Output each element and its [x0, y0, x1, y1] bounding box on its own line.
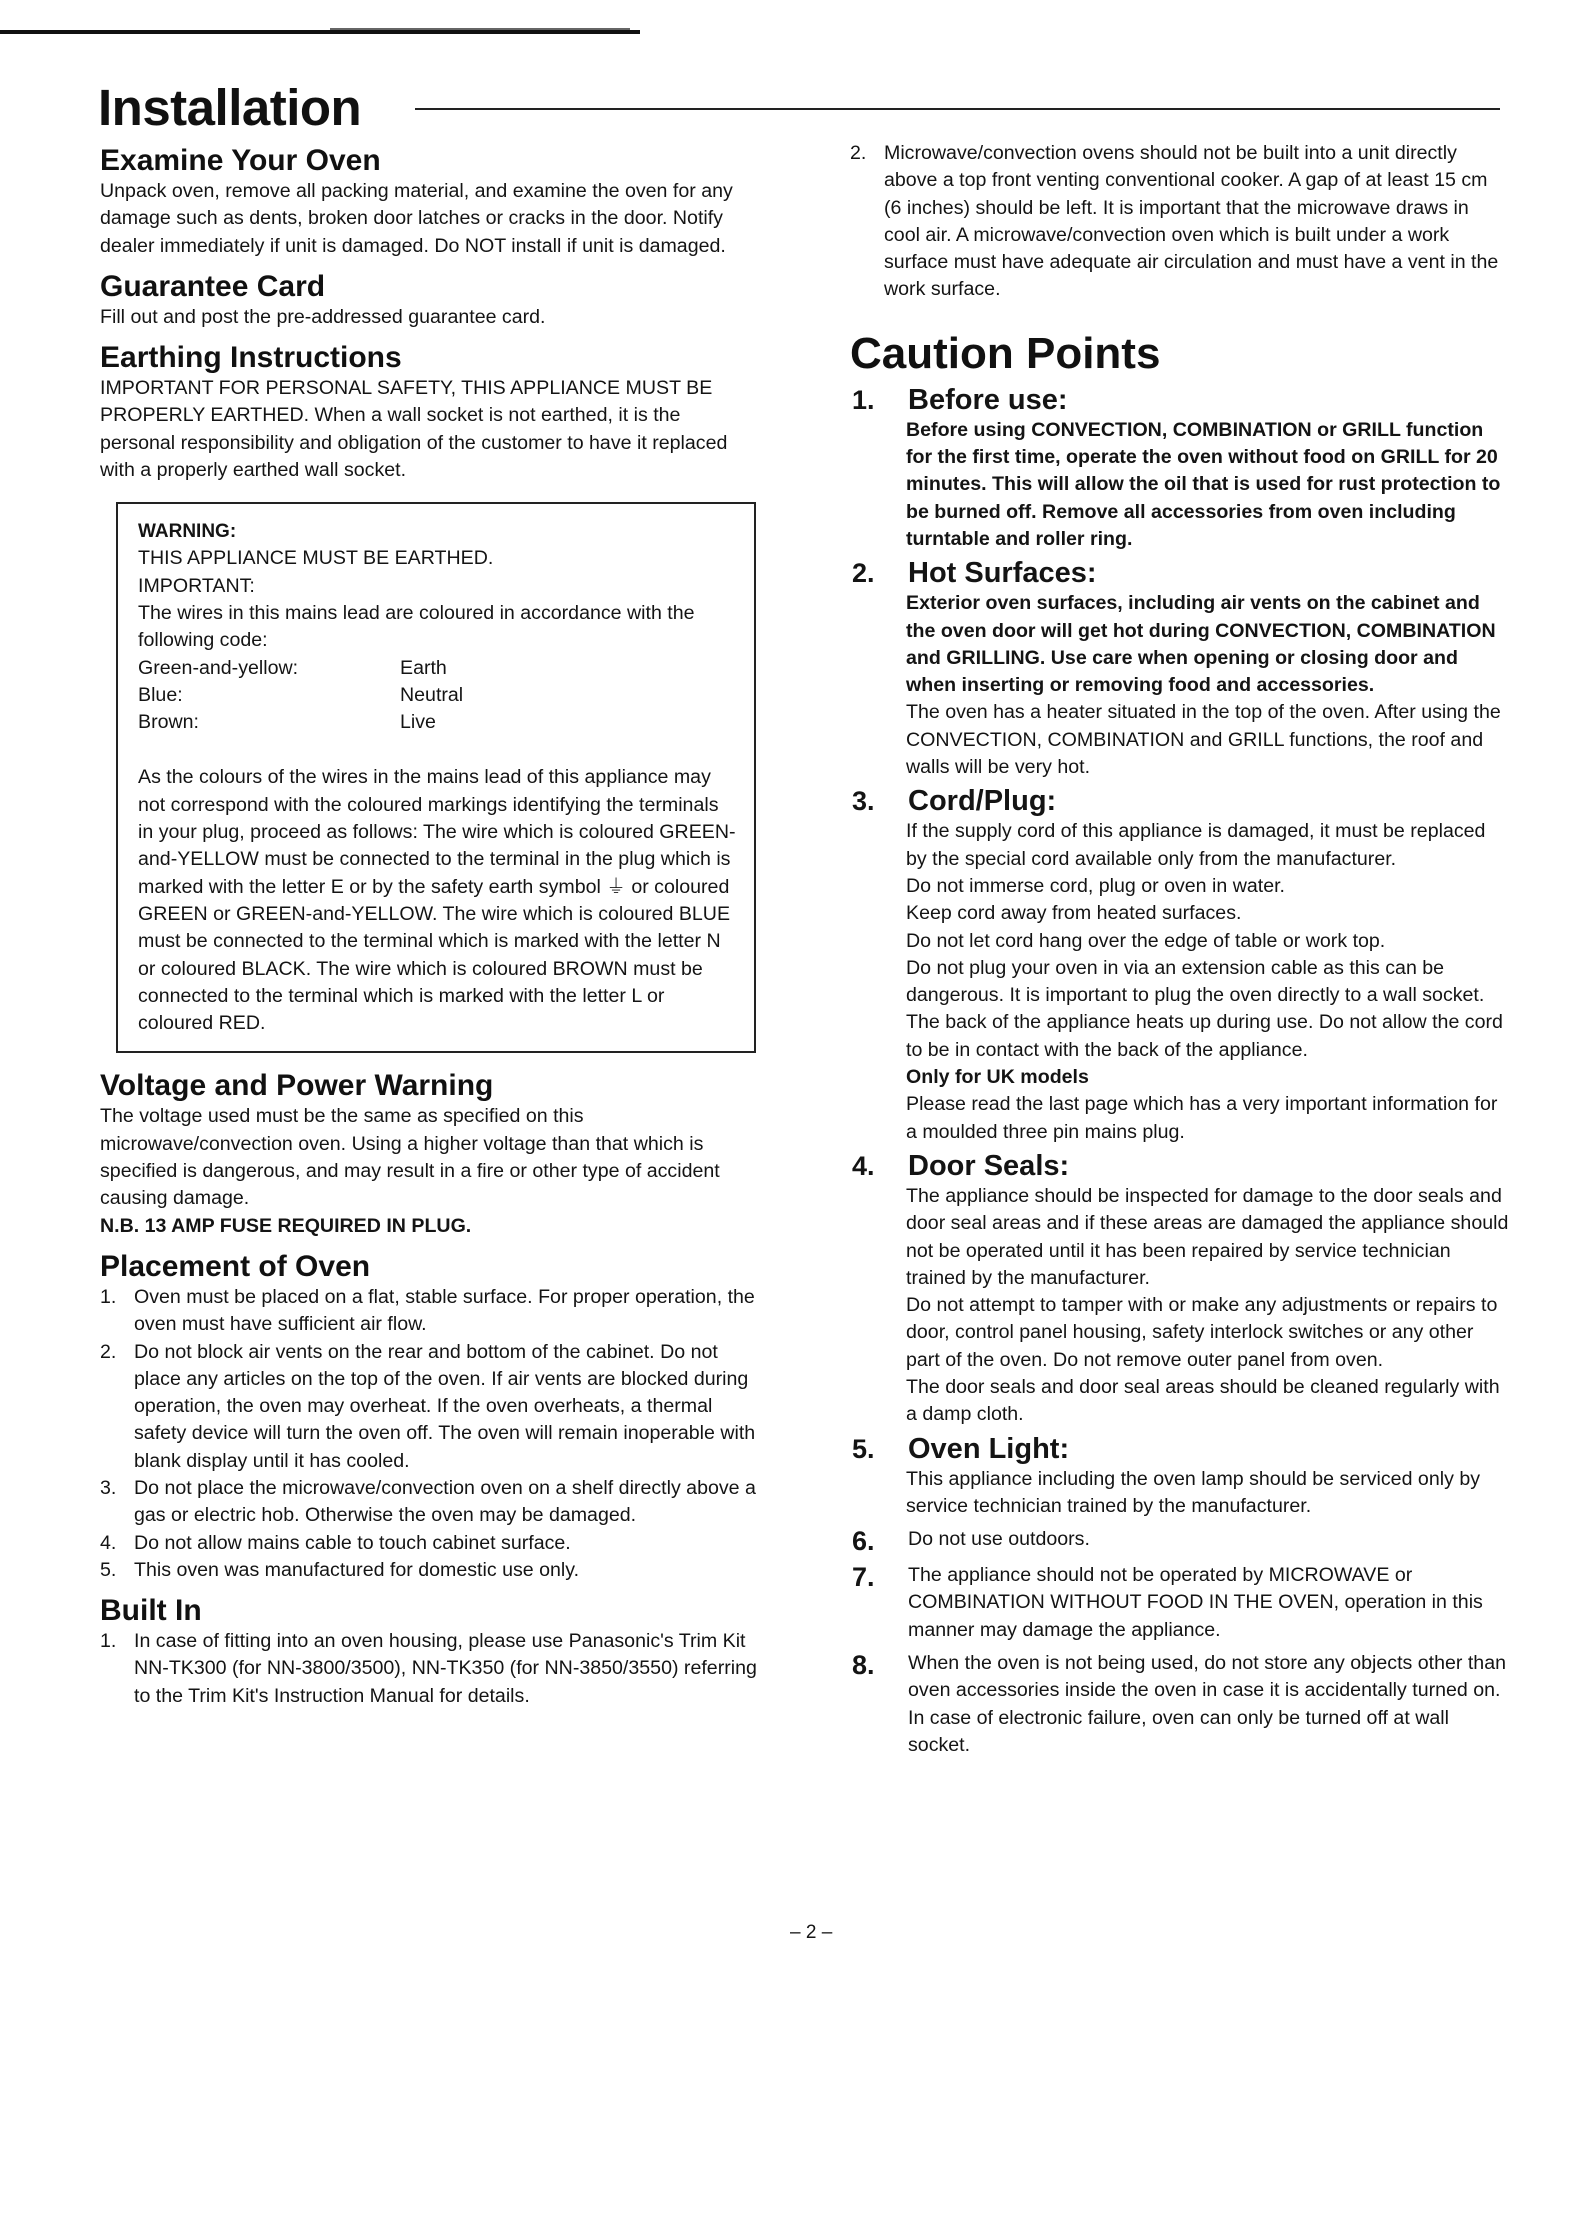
wire-code-row — [138, 709, 736, 736]
caution-heading: Before use: — [908, 383, 1068, 416]
page-title: Installation — [98, 79, 362, 136]
earthing-section — [100, 341, 760, 484]
guarantee-text: Fill out and post the pre-addressed guarantee card. — [100, 305, 546, 328]
list-item — [850, 140, 1510, 304]
item-text: Do not place the microwave/convection oven on a shelf directly above a gas or electric hob. Otherwise the oven may be damaged. — [134, 1476, 756, 1527]
guarantee-section — [100, 270, 760, 331]
caution-heading: Cord/Plug: — [908, 785, 1057, 818]
item-number: 5. — [100, 1558, 117, 1581]
caution-text: The appliance should be inspected for damage to the door seals and door seal areas and if these areas are damaged the appliance should not be operated until it has been repaired by service technician trained by the manufacturer. — [906, 1184, 1509, 1289]
item-number: 4. — [100, 1531, 117, 1554]
caution-text: Keep cord away from heated surfaces. — [906, 902, 1242, 925]
wire-code-row — [138, 655, 736, 682]
caution-text: Do not let cord hang over the edge of table or work top. — [906, 929, 1386, 952]
item-text: The appliance should not be operated by MICROWAVE or COMBINATION WITHOUT FOOD IN THE OVEN, operation in this manner may damage the appliance. — [908, 1564, 1483, 1641]
voltage-title: Voltage and Power Warning — [100, 1069, 494, 1103]
right-column — [850, 140, 1510, 1759]
top-rule-secondary — [330, 28, 630, 30]
warning-line-important: IMPORTANT: — [138, 574, 255, 597]
item-number: 2. — [850, 142, 867, 164]
uk-models-label: Only for UK models — [906, 1066, 1089, 1089]
item-number: 1. — [100, 1285, 117, 1308]
guarantee-title: Guarantee Card — [100, 269, 326, 303]
caution-heading: Oven Light: — [908, 1432, 1070, 1465]
list-item — [100, 1530, 760, 1557]
caution-bold-text: Exterior oven surfaces, including air vents on the cabinet and the oven door will get hot during CONVECTION, COMBINATION and GRILLING. Use care when opening or closing door and when inserting or removing food and accessories. — [906, 592, 1496, 697]
earthing-title: Earthing Instructions — [100, 341, 402, 375]
list-item — [100, 1557, 760, 1584]
item-number: 6. — [852, 1526, 875, 1557]
caution-oven-light — [850, 1433, 1510, 1521]
wire-meaning: Live — [400, 711, 436, 734]
top-rule — [0, 30, 640, 34]
wire-color: Green-and-yellow: — [138, 656, 299, 679]
item-number: 7. — [852, 1562, 875, 1593]
caution-item — [850, 1562, 1510, 1644]
list-item — [100, 1475, 760, 1530]
placement-section — [100, 1250, 760, 1584]
item-number: 8. — [852, 1650, 875, 1681]
warning-label: WARNING: — [138, 521, 237, 543]
examine-title: Examine Your Oven — [100, 144, 381, 177]
item-number: 1. — [100, 1630, 117, 1653]
voltage-text: The voltage used must be the same as specified on this microwave/convection oven. Using a higher voltage than that which is specified is dangerous, and may result in a fire or other type of accident causing damage. — [100, 1105, 720, 1210]
caution-title: Caution Points — [850, 328, 1161, 378]
examine-section — [100, 144, 760, 260]
caution-before-use — [850, 384, 1510, 553]
item-number: 1. — [852, 384, 875, 415]
warning-line-code: The wires in this mains lead are coloured in accordance with the following code: — [138, 601, 695, 652]
title-rule — [415, 108, 1500, 110]
warning-paragraph: As the colours of the wires in the mains lead of this appliance may not correspond with the coloured markings identifying the terminals in your plug, proceed as follows: The wire which is coloured GREEN-and-YELLOW must be connected to the terminal in the plug which is marked with the letter E or by the safety earth symbol ⏚ or coloured GREEN or GREEN-and-YELLOW. The wire which is coloured BLUE must be connected to the terminal which is marked with the letter N or coloured BLACK. The wire which is coloured BROWN must be connected to the terminal which is marked with the letter L or coloured RED. — [138, 766, 736, 1035]
caution-text: If the supply cord of this appliance is damaged, it must be replaced by the special cord available only from the manufacturer. — [906, 820, 1486, 870]
item-number: 2. — [852, 558, 875, 589]
examine-text: Unpack oven, remove all packing material, and examine the oven for any damage such as dents, broken door latches or cracks in the door. Notify dealer immediately if unit is damaged. Do NOT install if unit is damaged. — [100, 180, 733, 257]
page-number: – 2 – — [790, 1922, 833, 1943]
item-text: When the oven is not being used, do not store any objects other than oven accessories inside the oven in case it is accidentally turned on. In case of electronic failure, oven can only be turned off at wall socket. — [908, 1652, 1507, 1756]
item-text: Do not use outdoors. — [908, 1528, 1090, 1551]
caution-text: The oven has a heater situated in the top of the oven. After using the CONVECTION, COMBINATION and GRILL functions, the roof and walls will be very hot. — [906, 701, 1501, 779]
item-number: 3. — [852, 786, 875, 817]
placement-list — [100, 1284, 760, 1584]
warning-line-earthed: THIS APPLIANCE MUST BE EARTHED. — [138, 547, 494, 570]
caution-item — [850, 1650, 1510, 1759]
caution-cord-plug — [850, 785, 1510, 1146]
item-number: 5. — [852, 1433, 875, 1464]
built-in-section — [100, 1594, 760, 1710]
item-text: Do not block air vents on the rear and bottom of the cabinet. Do not place any articles on the top of the oven. If air vents are blocked during operation, the oven may overheat. If the oven overheats, a thermal safety device will turn the oven off. The oven will remain inoperable with blank display until it has cooled. — [134, 1340, 756, 1472]
wire-code-row — [138, 682, 736, 709]
caution-heading: Hot Surfaces: — [908, 557, 1097, 590]
caution-bold-text: Before using CONVECTION, COMBINATION or GRILL function for the first time, operate the oven without food on GRILL for 20 minutes. This will allow the oil that is used for rust protection to be burned off. Remove all accessories from oven including turntable and roller ring. — [906, 418, 1501, 550]
uk-models-text: Please read the last page which has a very important information for a moulded three pin mains plug. — [906, 1093, 1498, 1143]
caution-text: The door seals and door seal areas should be cleaned regularly with a damp cloth. — [906, 1375, 1500, 1426]
item-text: This oven was manufactured for domestic use only. — [134, 1558, 580, 1581]
caution-door-seals — [850, 1150, 1510, 1429]
item-number: 2. — [100, 1340, 117, 1363]
caution-item — [850, 1526, 1510, 1556]
placement-title: Placement of Oven — [100, 1249, 371, 1283]
item-text: In case of fitting into an oven housing, please use Panasonic's Trim Kit NN-TK300 (for NN-3800/3500), NN-TK350 (for NN-3850/3550) referring to the Trim Kit's Instruction Manual for details. — [134, 1630, 757, 1707]
item-text: Microwave/convection ovens should not be built into a unit directly above a top front venting conventional cooker. A gap of at least 15 cm (6 inches) should be left. It is important that the microwave draws in cool air. A microwave/convection oven which is built under a work surface must have adequate air circulation and must have a vent in the work surface. — [884, 142, 1499, 301]
warning-box — [116, 502, 756, 1053]
caution-text: Do not plug your oven in via an extension cable as this can be dangerous. It is important to plug the oven directly to a wall socket. — [906, 956, 1485, 1007]
wire-color: Brown: — [138, 711, 199, 734]
earthing-text: IMPORTANT FOR PERSONAL SAFETY, THIS APPLIANCE MUST BE PROPERLY EARTHED. When a wall socket is not earthed, it is the personal responsibility and obligation of the customer to have it replaced with a properly earthed wall socket. — [100, 377, 728, 482]
caution-text: This appliance including the oven lamp should be serviced only by service technician trained by the manufacturer. — [906, 1467, 1481, 1517]
caution-text: The back of the appliance heats up during use. Do not allow the cord to be in contact with the back of the appliance. — [906, 1011, 1503, 1061]
caution-text: Do not attempt to tamper with or make any adjustments or repairs to door, control panel housing, safety interlock switches or any other part of the oven. Do not remove outer panel from oven. — [906, 1294, 1498, 1371]
item-text: Do not allow mains cable to touch cabinet surface. — [134, 1531, 571, 1554]
item-number: 3. — [100, 1476, 117, 1499]
list-item — [100, 1339, 760, 1475]
wire-meaning: Earth — [400, 656, 447, 679]
caution-text: Do not immerse cord, plug or oven in water. — [906, 874, 1285, 897]
built-in-list — [100, 1628, 760, 1710]
item-number: 4. — [852, 1150, 875, 1181]
caution-hot-surfaces — [850, 557, 1510, 781]
caution-heading: Door Seals: — [908, 1149, 1070, 1182]
voltage-note: N.B. 13 AMP FUSE REQUIRED IN PLUG. — [100, 1214, 472, 1237]
wire-meaning: Neutral — [400, 683, 464, 706]
built-in-title: Built In — [100, 1594, 202, 1628]
voltage-section — [100, 1069, 760, 1239]
list-item — [100, 1628, 760, 1710]
item-text: Oven must be placed on a flat, stable surface. For proper operation, the oven must have sufficient air flow. — [134, 1285, 755, 1336]
wire-color: Blue: — [138, 683, 183, 706]
left-column — [100, 144, 760, 1710]
built-in-list-continued — [850, 140, 1510, 304]
list-item — [100, 1284, 760, 1339]
